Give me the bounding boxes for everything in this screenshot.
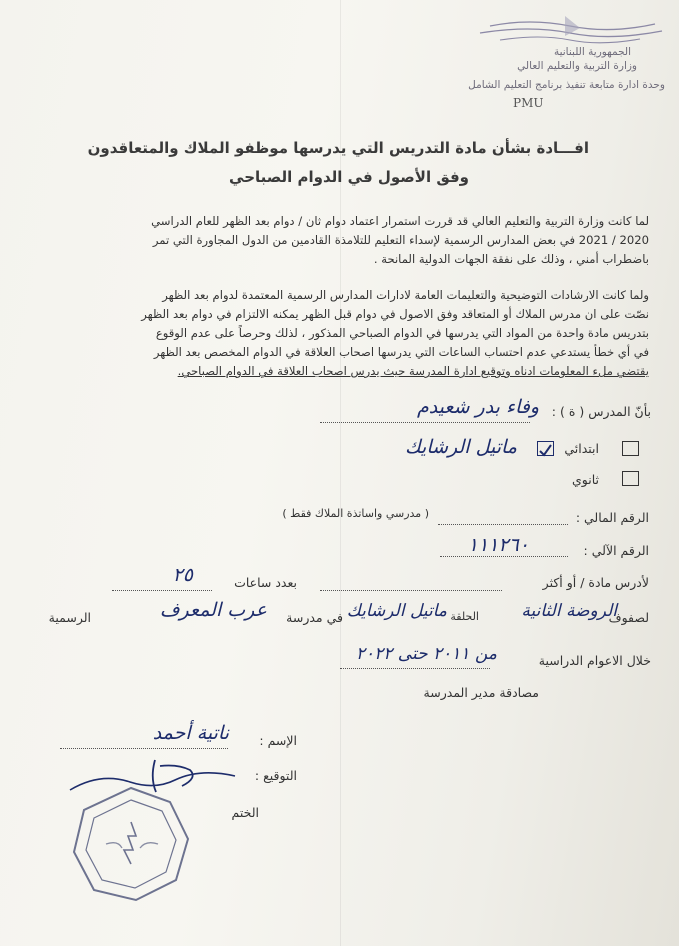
- primary-checkbox-handwritten[interactable]: [537, 441, 554, 456]
- subject-line: [320, 590, 502, 591]
- cycle-handwritten: ماتيل الرشايك: [346, 601, 447, 621]
- hours-handwritten: ٢٥: [172, 564, 193, 586]
- document-title-line1: افـــادة بشأن مادة التدريس التي يدرسها موظفو الملاك والمتعاقدون: [87, 139, 589, 157]
- teacher-dotted-line: [320, 422, 530, 423]
- years-line: [340, 668, 490, 669]
- paragraph-1-line: باضطراب أمني ، وذلك على نفقة الجهات الدولية المانحة .: [373, 252, 649, 266]
- school-handwritten: عرب المعرف: [159, 599, 267, 621]
- financial-number-note: ( مدرسي واساتذة الملاك فقط ): [282, 507, 429, 520]
- paragraph-2-line: بتدريس مادة واحدة من المواد التي يدرسها في الدوام الصباحي المذكور ، لذلك وحرصاً على عدم الوقوع: [155, 326, 649, 340]
- years-handwritten: من ٢٠١١ حتى ٢٠٢٢: [355, 644, 497, 664]
- auto-number-line: [440, 556, 568, 557]
- checkmark-icon: [538, 444, 553, 457]
- signature-label: التوقيع :: [254, 768, 297, 783]
- header-pmu: PMU: [513, 96, 544, 110]
- paragraph-2-line: نصّت على ان مدرس الملاك أو المتعاقد وفق الاصول في دوام قبل الظهر يمكنه الالتزام في دوام بعد الظهر: [141, 307, 649, 321]
- principal-name-handwritten: ناتية أحمد: [152, 722, 229, 744]
- approval-label: مصادقة مدير المدرسة: [423, 685, 539, 700]
- official-label: الرسمية: [48, 610, 91, 625]
- official-stamp-icon: [70, 784, 192, 904]
- paragraph-2: [19, 286, 649, 381]
- name-label: الإسم :: [259, 733, 297, 748]
- paragraph-1-line: 2020 / 2021 في بعض المدارس الرسمية لإسداء التعليم للتلامذة القادمين من الدول المجاورة التي تمر: [152, 233, 649, 247]
- secondary-label: ثانوي: [571, 472, 599, 487]
- teacher-name-handwritten: وفاء بدر شعيدم: [416, 396, 539, 418]
- primary-checkbox[interactable]: [622, 441, 639, 456]
- classes-handwritten: الروضة الثانية: [521, 601, 617, 621]
- financial-number-line[interactable]: [438, 524, 568, 525]
- auto-number-label: الرقم الآلي :: [583, 543, 649, 558]
- financial-number-label: الرقم المالي :: [575, 510, 649, 525]
- cycle-label: الحلقة: [450, 610, 479, 623]
- header-ministry: وزارة التربية والتعليم العالي: [517, 60, 637, 72]
- header-unit: وحدة ادارة متابعة تنفيذ برنامج التعليم الشامل: [468, 79, 665, 91]
- paragraph-1: [19, 212, 649, 269]
- paragraph-2-line: ولما كانت الارشادات التوضيحية والتعليمات العامة لادارات المدارس الرسمية المعتمدة لدوام بعد الظهر: [162, 288, 649, 302]
- hours-line: [112, 590, 212, 591]
- primary-label: ابتدائي: [564, 441, 599, 456]
- name-line: [60, 748, 228, 749]
- teaches-label: لأدرس مادة / أو أكثر: [542, 575, 649, 590]
- paragraph-2-line: في أي خطأ يستدعي عدم احتساب الساعات التي يدرسها اصحاب العلاقة في الدوام المخصص بعد الظهر: [153, 345, 649, 359]
- stamp-label: الختم: [231, 805, 259, 820]
- paragraph-1-line: لما كانت وزارة التربية والتعليم العالي قد قررت استمرار اعتماد دوام ثان / دوام بعد الظهر للعام الدراسي: [151, 214, 649, 228]
- paragraph-2-line: يقتضي ملء المعلومات ادناه وتوقيع ادارة المدرسة حيث يدرس اصحاب العلاقة في الدوام الصباحي.: [177, 364, 649, 378]
- years-label: خلال الاعوام الدراسية: [538, 653, 651, 668]
- hours-label: بعدد ساعات: [234, 575, 297, 590]
- school-label: في مدرسة: [286, 610, 343, 625]
- auto-number-handwritten: ١١١٢٦٠: [467, 534, 529, 556]
- primary-value-handwritten: ماتيل الرشايك: [405, 436, 517, 458]
- classes-label: لصفوف: [608, 610, 649, 625]
- secondary-checkbox[interactable]: [622, 471, 639, 486]
- teacher-label: بأنّ المدرس ( ة ) :: [551, 404, 651, 419]
- header-republic: الجمهورية اللبنانية: [553, 46, 631, 58]
- document-title-line2: وفق الأصول في الدوام الصباحي: [229, 168, 469, 186]
